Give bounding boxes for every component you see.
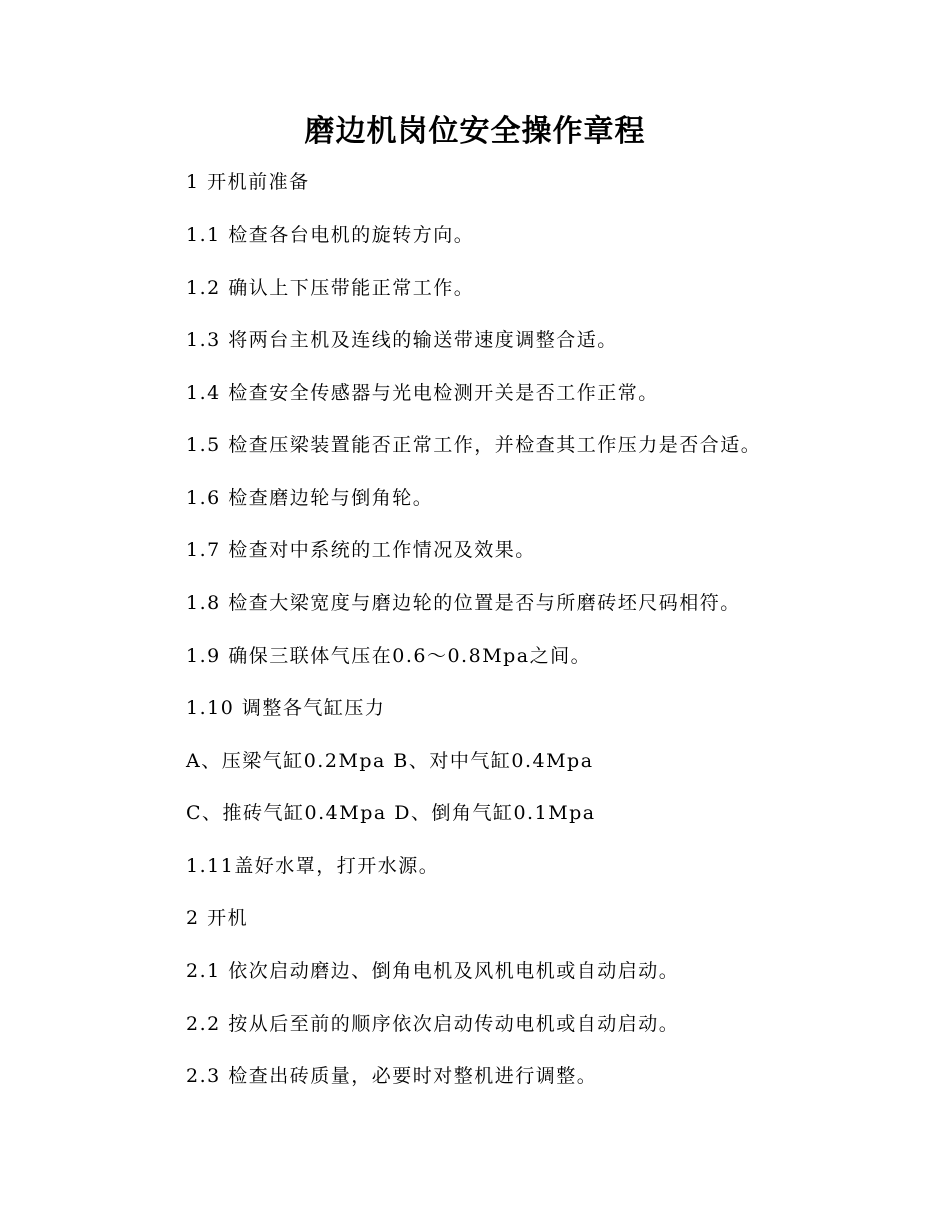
item-1-2: 1.2 确认上下压带能正常工作。 bbox=[186, 277, 475, 299]
item-1-4: 1.4 检查安全传感器与光电检测开关是否工作正常。 bbox=[186, 382, 659, 404]
item-1-7: 1.7 检查对中系统的工作情况及效果。 bbox=[186, 539, 536, 561]
item-2-3: 2.3 检查出砖质量，必要时对整机进行调整。 bbox=[186, 1065, 598, 1087]
item-1-1: 1.1 检查各台电机的旋转方向。 bbox=[186, 224, 475, 246]
cylinder-pressure-cd: C、推砖气缸0.4Mpa D、倒角气缸0.1Mpa bbox=[186, 802, 596, 824]
item-1-11: 1.11盖好水罩，打开水源。 bbox=[186, 855, 440, 877]
item-1-8: 1.8 检查大梁宽度与磨边轮的位置是否与所磨砖坯尺码相符。 bbox=[186, 592, 741, 614]
document-title: 磨边机岗位安全操作章程 bbox=[304, 114, 646, 149]
item-2-1: 2.1 依次启动磨边、倒角电机及风机电机或自动启动。 bbox=[186, 960, 680, 982]
item-2-2: 2.2 按从后至前的顺序依次启动传动电机或自动启动。 bbox=[186, 1013, 680, 1035]
section-heading-2: 2 开机 bbox=[186, 907, 249, 929]
item-1-5: 1.5 检查压梁装置能否正常工作，并检查其工作压力是否合适。 bbox=[186, 434, 762, 456]
item-1-6: 1.6 检查磨边轮与倒角轮。 bbox=[186, 487, 434, 509]
section-heading-1: 1 开机前准备 bbox=[186, 171, 310, 193]
item-1-9: 1.9 确保三联体气压在0.6～0.8Mpa之间。 bbox=[186, 645, 592, 667]
item-1-3: 1.3 将两台主机及连线的输送带速度调整合适。 bbox=[186, 329, 618, 351]
item-1-10: 1.10 调整各气缸压力 bbox=[186, 697, 386, 719]
cylinder-pressure-ab: A、压梁气缸0.2Mpa B、对中气缸0.4Mpa bbox=[186, 750, 594, 772]
